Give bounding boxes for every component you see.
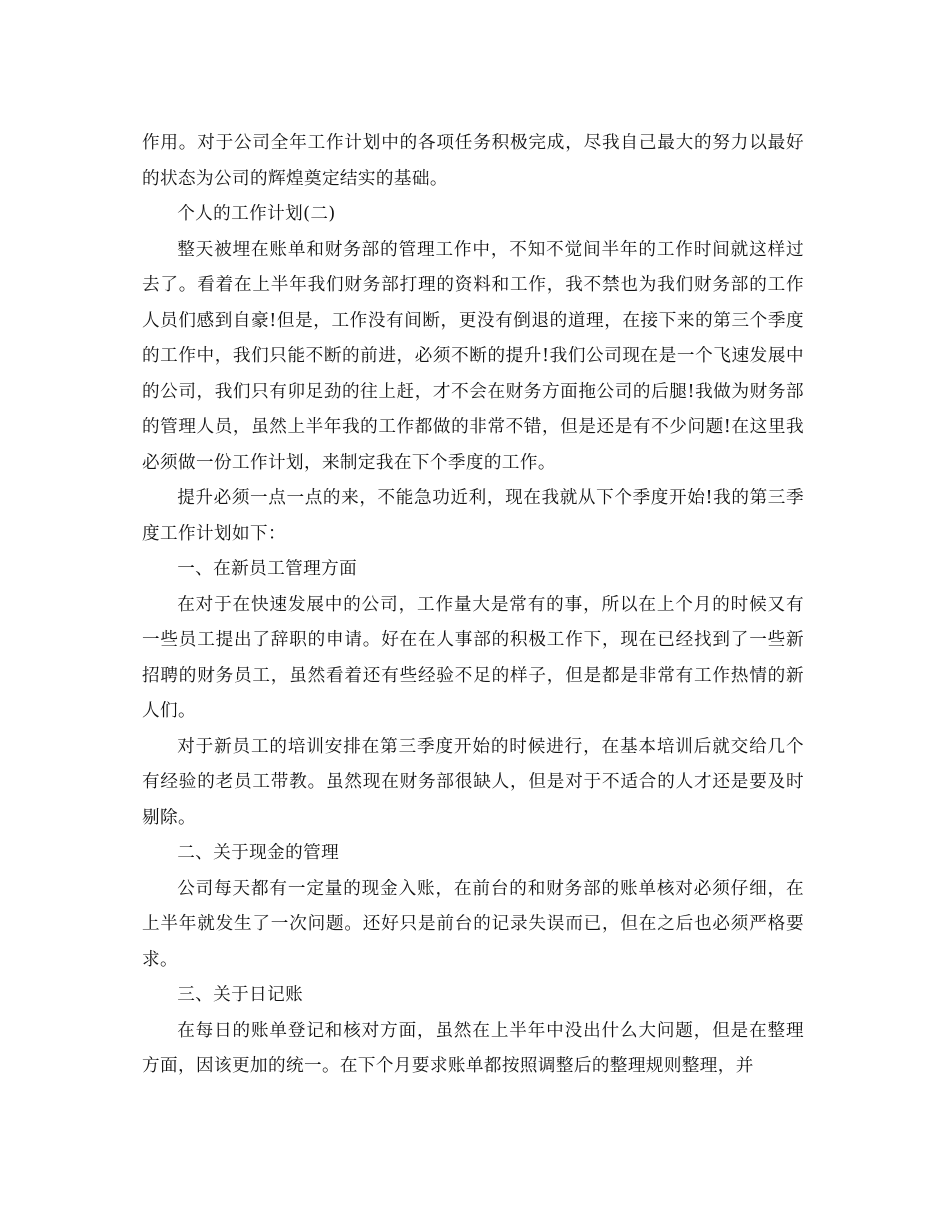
paragraph-2: 整天被埋在账单和财务部的管理工作中，不知不觉间半年的工作时间就这样过去了。看着在上半年我们财务部打理的资料和工作，我不禁也为我们财务部的工作人员们感到自豪!但是，工作没有间断，更没有倒退的道理，在接下来的第三个季度的工作中，我们只能不断的前进，必须不断的提升!我们公司现在是一个飞速发展中的公司，我们只有卯足劲的往上赶，才不会在财务方面拖公司的后腿!我做为财务部的管理人员，虽然上半年我的工作都做的非常不错，但是还是有不少问题!在这里我必须做一份工作计划，来制定我在下个季度的工作。 (142, 239, 804, 473)
paragraph-1: 作用。对于公司全年工作计划中的各项任务积极完成，尽我自己最大的努力以最好的状态为公司的辉煌奠定结实的基础。 (142, 133, 804, 189)
paragraph-6: 公司每天都有一定量的现金入账，在前台的和财务部的账单核对必须仔细，在上半年就发生了一次问题。还好只是前台的记录失误而已，但在之后也必须严格要求。 (142, 878, 804, 970)
document-body (142, 126, 804, 1085)
section-heading-plan-two: 个人的工作计划(二) (177, 204, 336, 224)
section-heading-journal: 三、关于日记账 (177, 985, 304, 1005)
paragraph-7: 在每日的账单登记和核对方面，虽然在上半年中没出什么大问题，但是在整理方面，因该更加的统一。在下个月要求账单都按照调整后的整理规则整理，并 (142, 1020, 804, 1076)
section-heading-cash: 二、关于现金的管理 (177, 843, 340, 863)
section-heading-new-staff: 一、在新员工管理方面 (177, 559, 358, 579)
paragraph-3: 提升必须一点一点的来，不能急功近利，现在我就从下个季度开始!我的第三季度工作计划如下： (142, 488, 804, 544)
paragraph-4: 在对于在快速发展中的公司，工作量大是常有的事，所以在上个月的时候又有一些员工提出了辞职的申请。好在在人事部的积极工作下，现在已经找到了一些新招聘的财务员工，虽然看着还有些经验不足的样子，但是都是非常有工作热情的新人们。 (142, 594, 804, 721)
paragraph-5: 对于新员工的培训安排在第三季度开始的时候进行，在基本培训后就交给几个有经验的老员工带教。虽然现在财务部很缺人，但是对于不适合的人才还是要及时剔除。 (142, 736, 804, 828)
